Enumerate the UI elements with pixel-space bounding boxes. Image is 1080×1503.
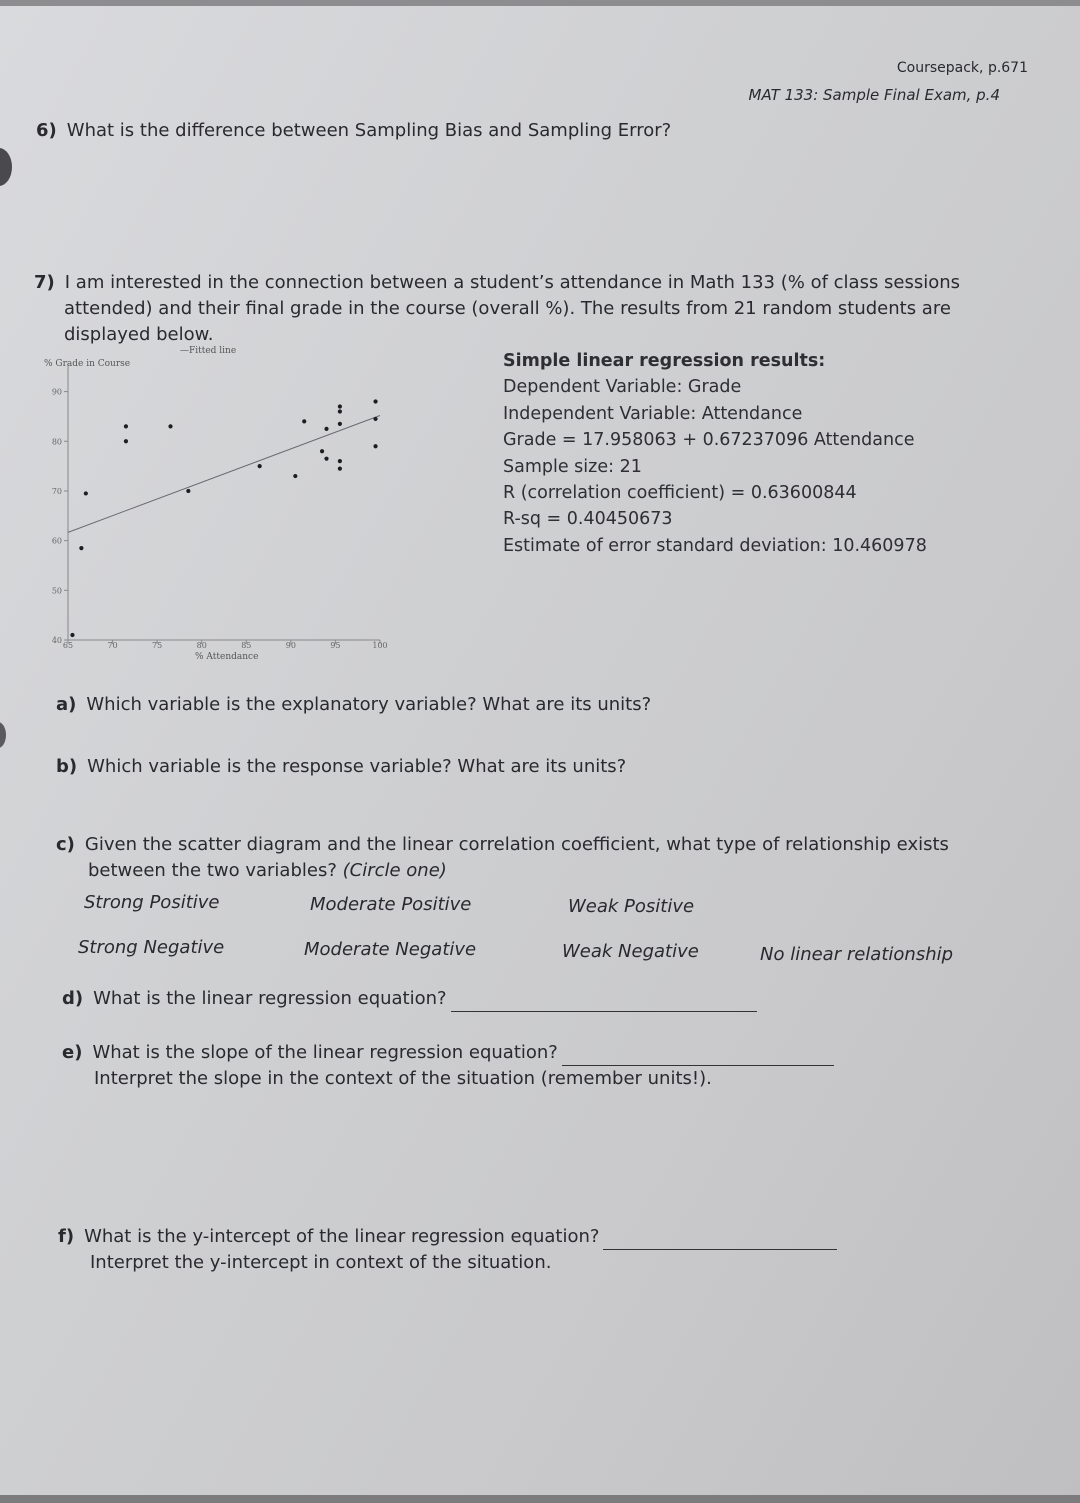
data-point [168, 424, 172, 428]
x-tick-label: 75 [152, 641, 163, 650]
question-number: f) [58, 1226, 75, 1247]
data-point [79, 546, 83, 550]
x-tick-label: 95 [330, 641, 341, 650]
answer-blank[interactable] [562, 1065, 834, 1066]
question-text: attended) and their final grade in the course (overall %). The results from 21 random students are [64, 298, 951, 319]
question-7 [34, 270, 960, 348]
photo-edge-top [0, 0, 1080, 6]
legend-fitted-line: —Fitted line [180, 346, 237, 356]
choice-moderate-negative[interactable]: Moderate Negative [304, 939, 477, 960]
choice-no-linear-relationship[interactable]: No linear relationship [760, 944, 954, 965]
regression-results [503, 348, 927, 559]
question-number: b) [56, 756, 78, 777]
question-number: d) [62, 988, 84, 1009]
data-point [70, 633, 74, 637]
data-point [84, 491, 88, 495]
question-text: What is the linear regression equation? [93, 988, 447, 1009]
question-e [62, 1040, 834, 1092]
question-text: Which variable is the response variable? What are its units? [87, 756, 627, 777]
question-number: e) [62, 1042, 83, 1063]
error-sd: Estimate of error standard deviation: 10.460978 [503, 535, 927, 556]
question-number: a) [56, 694, 77, 715]
question-number: 7) [34, 272, 55, 293]
question-number: c) [56, 834, 75, 855]
data-point [338, 404, 342, 408]
question-text: Which variable is the explanatory variable? What are its units? [86, 694, 652, 715]
question-6 [36, 118, 671, 144]
x-tick-label: 90 [285, 641, 296, 650]
scatter-chart [30, 340, 490, 670]
y-tick-label: 50 [51, 586, 62, 596]
data-point [293, 474, 297, 478]
independent-variable: Independent Variable: Attendance [503, 403, 803, 424]
data-point [324, 457, 328, 461]
chart-points [70, 399, 377, 637]
question-text: Given the scatter diagram and the linear correlation coefficient, what type of relationship exists [84, 834, 949, 855]
data-point [258, 464, 262, 468]
data-point [373, 399, 377, 403]
y-tick-label: 40 [51, 636, 62, 645]
r-squared: R-sq = 0.40450673 [503, 509, 673, 530]
y-tick-label: 90 [51, 387, 62, 397]
answer-blank[interactable] [603, 1249, 837, 1250]
fitted-line-path [68, 415, 380, 532]
data-point [338, 409, 342, 413]
data-point [124, 439, 128, 443]
exam-title: MAT 133: Sample Final Exam, p.4 [748, 86, 1000, 104]
question-f [58, 1224, 837, 1276]
question-b [56, 754, 626, 780]
x-axis-label: % Attendance [195, 652, 259, 662]
data-point [373, 417, 377, 421]
y-axis-label: % Grade in Course [44, 359, 131, 369]
y-tick-label: 60 [51, 536, 62, 546]
question-a [56, 692, 651, 718]
chart-ticks [52, 388, 388, 650]
binder-hole [0, 722, 6, 748]
data-point [373, 444, 377, 448]
fitted-line [68, 415, 380, 532]
choice-moderate-positive[interactable]: Moderate Positive [310, 894, 472, 915]
data-point [338, 422, 342, 426]
question-text: What is the slope of the linear regression equation? [92, 1042, 558, 1063]
question-text: Interpret the slope in the context of the situation (remember units!). [94, 1068, 712, 1089]
correlation-coefficient: R (correlation coefficient) = 0.63600844 [503, 483, 857, 504]
data-point [320, 449, 324, 453]
choice-strong-positive[interactable]: Strong Positive [84, 892, 220, 913]
question-text: between the two variables? [88, 860, 343, 881]
data-point [338, 459, 342, 463]
y-tick-label: 70 [51, 486, 62, 496]
circle-instruction: (Circle one) [342, 860, 447, 881]
binder-hole [0, 148, 12, 186]
question-text: displayed below. [64, 324, 214, 345]
x-tick-label: 65 [62, 641, 74, 650]
data-point [124, 424, 128, 428]
question-text: Interpret the y-intercept in context of the situation. [90, 1252, 552, 1273]
question-text: What is the difference between Sampling Bias and Sampling Error? [66, 120, 672, 141]
x-tick-label: 85 [241, 641, 252, 650]
sample-size: Sample size: 21 [503, 456, 642, 477]
choice-weak-negative[interactable]: Weak Negative [562, 941, 699, 962]
x-tick-label: 100 [372, 641, 388, 650]
question-number: 6) [36, 120, 57, 141]
coursepack-label: Coursepack, p.671 [896, 60, 1028, 76]
answer-blank[interactable] [451, 1011, 757, 1012]
data-point [302, 419, 306, 423]
y-tick-label: 80 [51, 437, 62, 447]
choice-strong-negative[interactable]: Strong Negative [78, 937, 225, 958]
data-point [338, 467, 342, 471]
photo-edge-bottom [0, 1495, 1080, 1503]
question-d [62, 986, 757, 1012]
regression-equation: Grade = 17.958063 + 0.67237096 Attendance [503, 430, 915, 451]
regression-title: Simple linear regression results: [503, 351, 826, 371]
choice-weak-positive[interactable]: Weak Positive [568, 896, 695, 917]
x-tick-label: 70 [107, 641, 118, 650]
data-point [324, 427, 328, 431]
chart-axes [68, 364, 380, 640]
data-point [186, 489, 190, 493]
x-tick-label: 80 [196, 641, 207, 650]
question-text: What is the y-intercept of the linear regression equation? [84, 1226, 600, 1247]
question-c [56, 832, 949, 884]
dependent-variable: Dependent Variable: Grade [503, 377, 742, 398]
question-text: I am interested in the connection between a student’s attendance in Math 133 (% of class sessions [64, 272, 961, 293]
